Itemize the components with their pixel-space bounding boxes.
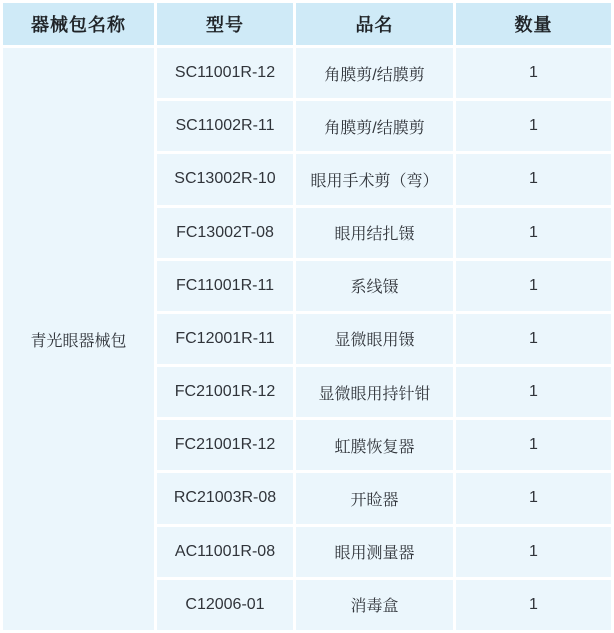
quantity-cell: 1 xyxy=(456,48,611,98)
product-cell: 系线镊 xyxy=(296,261,453,311)
table-header-row xyxy=(3,3,611,45)
model-cell: SC11002R-11 xyxy=(157,101,293,151)
model-cell: SC11001R-12 xyxy=(157,48,293,98)
quantity-cell: 1 xyxy=(456,473,611,523)
pack-name-cell: 青光眼器械包 xyxy=(3,48,154,630)
product-cell: 开睑器 xyxy=(296,473,453,523)
quantity-cell: 1 xyxy=(456,527,611,577)
quantity-cell: 1 xyxy=(456,101,611,151)
model-cell: FC21001R-12 xyxy=(157,420,293,470)
product-cell: 眼用手术剪（弯） xyxy=(296,154,453,204)
quantity-cell: 1 xyxy=(456,261,611,311)
product-cell: 角膜剪/结膜剪 xyxy=(296,101,453,151)
quantity-cell: 1 xyxy=(456,314,611,364)
model-cell: C12006-01 xyxy=(157,580,293,630)
product-cell: 角膜剪/结膜剪 xyxy=(296,48,453,98)
product-cell: 显微眼用镊 xyxy=(296,314,453,364)
quantity-cell: 1 xyxy=(456,208,611,258)
model-cell: FC11001R-11 xyxy=(157,261,293,311)
column-header-product: 品名 xyxy=(296,3,453,45)
quantity-cell: 1 xyxy=(456,154,611,204)
product-cell: 眼用测量器 xyxy=(296,527,453,577)
model-cell: FC13002T-08 xyxy=(157,208,293,258)
table-row xyxy=(3,48,611,98)
column-header-pack-name: 器械包名称 xyxy=(3,3,154,45)
column-header-model: 型号 xyxy=(157,3,293,45)
model-cell: FC21001R-12 xyxy=(157,367,293,417)
column-header-quantity: 数量 xyxy=(456,3,611,45)
quantity-cell: 1 xyxy=(456,367,611,417)
product-cell: 眼用结扎镊 xyxy=(296,208,453,258)
quantity-cell: 1 xyxy=(456,420,611,470)
product-cell: 虹膜恢复器 xyxy=(296,420,453,470)
model-cell: RC21003R-08 xyxy=(157,473,293,523)
model-cell: FC12001R-11 xyxy=(157,314,293,364)
quantity-cell: 1 xyxy=(456,580,611,630)
model-cell: AC11001R-08 xyxy=(157,527,293,577)
product-cell: 显微眼用持针钳 xyxy=(296,367,453,417)
product-cell: 消毒盒 xyxy=(296,580,453,630)
model-cell: SC13002R-10 xyxy=(157,154,293,204)
